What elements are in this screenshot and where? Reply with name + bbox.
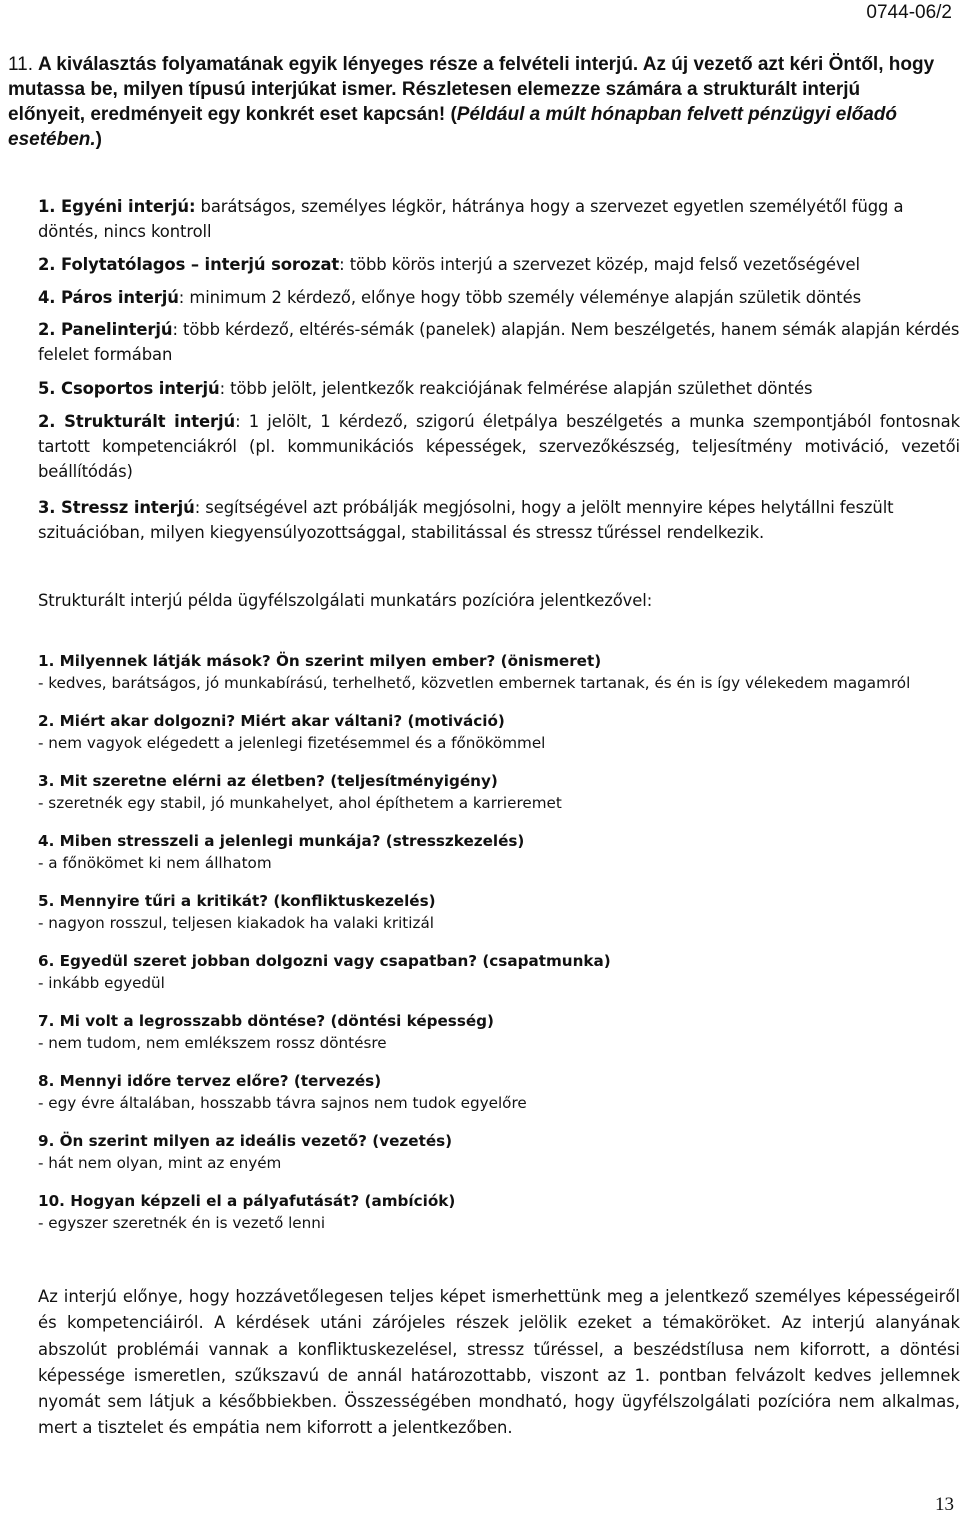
interview-type-5: [38, 376, 960, 401]
qa-item-9: [38, 1130, 960, 1182]
interview-type-6: [38, 409, 960, 484]
qa-item-3: [38, 770, 960, 822]
question-paren-open: (: [450, 104, 457, 125]
qa-answer: - a főnökömet ki nem állhatom: [38, 854, 272, 872]
qa-question: 10. Hogyan képzeli el a pályafutását? (ambíciók): [38, 1192, 456, 1210]
qa-answer: - hát nem olyan, mint az enyém: [38, 1154, 282, 1172]
qa-answer: - nagyon rosszul, teljesen kiakadok ha valaki kritizál: [38, 914, 434, 932]
document-code: 0744-06/2: [866, 2, 952, 23]
interview-type-2: [38, 252, 960, 277]
interview-type-label: 5. Csoportos interjú: [38, 379, 220, 398]
question-example: Például a múlt hónapban felvett pénzügyi előadó esetében.: [8, 104, 898, 150]
qa-answer: - egyszer szeretnék én is vezető lenni: [38, 1214, 326, 1232]
interview-type-text: : több körös interjú a szervezet közép, majd felső vezetőségével: [339, 255, 860, 274]
interview-type-label: 2. Strukturált interjú: [38, 412, 236, 431]
interview-type-4: [38, 317, 960, 367]
interview-type-text: : 1 jelölt, 1 kérdező, szigorú életpálya beszélgetés a munka szempontjából fontosnak tartott kompetenciákról (pl. kommunikációs képességek, szervezőkészség, teljesítmény motiváció, vezetői beállítódás): [38, 412, 960, 481]
qa-item-10: [38, 1190, 960, 1242]
interview-type-text: : minimum 2 kérdező, előnye hogy több személy véleménye alapján születik döntés: [178, 288, 862, 307]
qa-answer: - nem vagyok elégedett a jelenlegi fizetésemmel és a főnökömmel: [38, 734, 546, 752]
interview-type-text: : több kérdező, eltérés-sémák (panelek) alapján. Nem beszélgetés, hanem sémák alapján kérdés felelet formában: [38, 320, 960, 364]
qa-item-2: [38, 710, 960, 762]
qa-item-6: [38, 950, 960, 1002]
qa-question: 2. Miért akar dolgozni? Miért akar váltani? (motiváció): [38, 712, 505, 730]
qa-answer: - kedves, barátságos, jó munkabírású, terhelhető, közvetlen embernek tartanak, és én is így vélekedem magamról: [38, 674, 911, 692]
qa-item-1: [38, 650, 960, 702]
page-number: 13: [935, 1494, 954, 1515]
qa-item-8: [38, 1070, 960, 1122]
interview-type-7: [38, 495, 960, 545]
qa-question: 3. Mit szeretne elérni az életben? (teljesítményigény): [38, 772, 498, 790]
qa-question: 5. Mennyire tűri a kritikát? (konfliktuskezelés): [38, 892, 436, 910]
qa-question: 4. Miben stresszeli a jelenlegi munkája? (stresszkezelés): [38, 832, 525, 850]
qa-item-4: [38, 830, 960, 882]
question-number: 11.: [8, 54, 34, 75]
interview-type-label: 1. Egyéni interjú:: [38, 197, 196, 216]
qa-question: 9. Ön szerint milyen az ideális vezető? (vezetés): [38, 1132, 453, 1150]
qa-answer: - nem tudom, nem emlékszem rossz döntésre: [38, 1034, 387, 1052]
qa-answer: - inkább egyedül: [38, 974, 165, 992]
qa-item-5: [38, 890, 960, 942]
example-intro: Strukturált interjú példa ügyfélszolgálati munkatárs pozícióra jelentkezővel:: [38, 591, 653, 610]
question-paren-close: ): [95, 129, 102, 150]
qa-answer: - egy évre általában, hosszabb távra sajnos nem tudok egyelőre: [38, 1094, 527, 1112]
interview-type-text: : több jelölt, jelentkezők reakciójának felmérése alapján születhet döntés: [219, 379, 813, 398]
interview-type-3: [38, 285, 960, 310]
qa-question: 6. Egyedül szeret jobban dolgozni vagy csapatban? (csapatmunka): [38, 952, 611, 970]
qa-list: [38, 650, 960, 1250]
interview-type-text: : segítségével azt próbálják megjósolni, hogy a jelölt mennyire képes helytállni feszült szituációban, milyen kiegyensúlyozottsággal, stabilitással és stressz tűréssel rendelkezik.: [38, 498, 894, 542]
qa-question: 7. Mi volt a legrosszabb döntése? (döntési képesség): [38, 1012, 494, 1030]
interview-type-text: barátságos, személyes légkör, hátránya hogy a szervezet egyetlen személyétől függ a döntés, nincs kontroll: [38, 197, 904, 241]
qa-item-7: [38, 1010, 960, 1062]
interview-type-1: [38, 194, 960, 244]
qa-answer: - szeretnék egy stabil, jó munkahelyet, ahol építhetem a karrieremet: [38, 794, 562, 812]
exam-question: [8, 52, 938, 152]
interview-type-label: 3. Stressz interjú: [38, 498, 195, 517]
interview-type-label: 2. Folytatólagos – interjú sorozat: [38, 255, 340, 274]
qa-question: 1. Milyennek látják mások? Ön szerint milyen ember? (önismeret): [38, 652, 602, 670]
interview-type-label: 4. Páros interjú: [38, 288, 179, 307]
interview-type-label: 2. Panelinterjú: [38, 320, 173, 339]
question-text: A kiválasztás folyamatának egyik lényeges része a felvételi interjú. Az új vezető azt kéri Öntől, hogy mutassa be, milyen típusú interjúkat ismer. Részletesen elemezze számára a strukturált interjú előnyeit, eredményeit egy konkrét eset kapcsán!: [8, 54, 935, 125]
qa-question: 8. Mennyi időre tervez előre? (tervezés): [38, 1072, 382, 1090]
summary-paragraph: Az interjú előnye, hogy hozzávetőlegesen teljes képet ismerhettünk meg a jelentkező személyes képességeiről és kompetenciáiról. A kérdések utáni zárójeles részek jelölik ezeket a témaköröket. Az interjú alanyának abszolút problémái vannak a konfliktuskezelésel, stressz tűréssel, a beszédstílusa nem kiforrott, a döntési képessége ismeretlen, szűkszavú de annál határozottabb, viszont az 1. pontban felvázolt kedves jellemnek nyomát sem látjuk a későbbiekben. Összességében mondható, hogy ügyfélszolgálati pozícióra nem alkalmas, mert a tisztelet és empátia nem kiforrott a jelentkezőben.: [38, 1287, 960, 1438]
